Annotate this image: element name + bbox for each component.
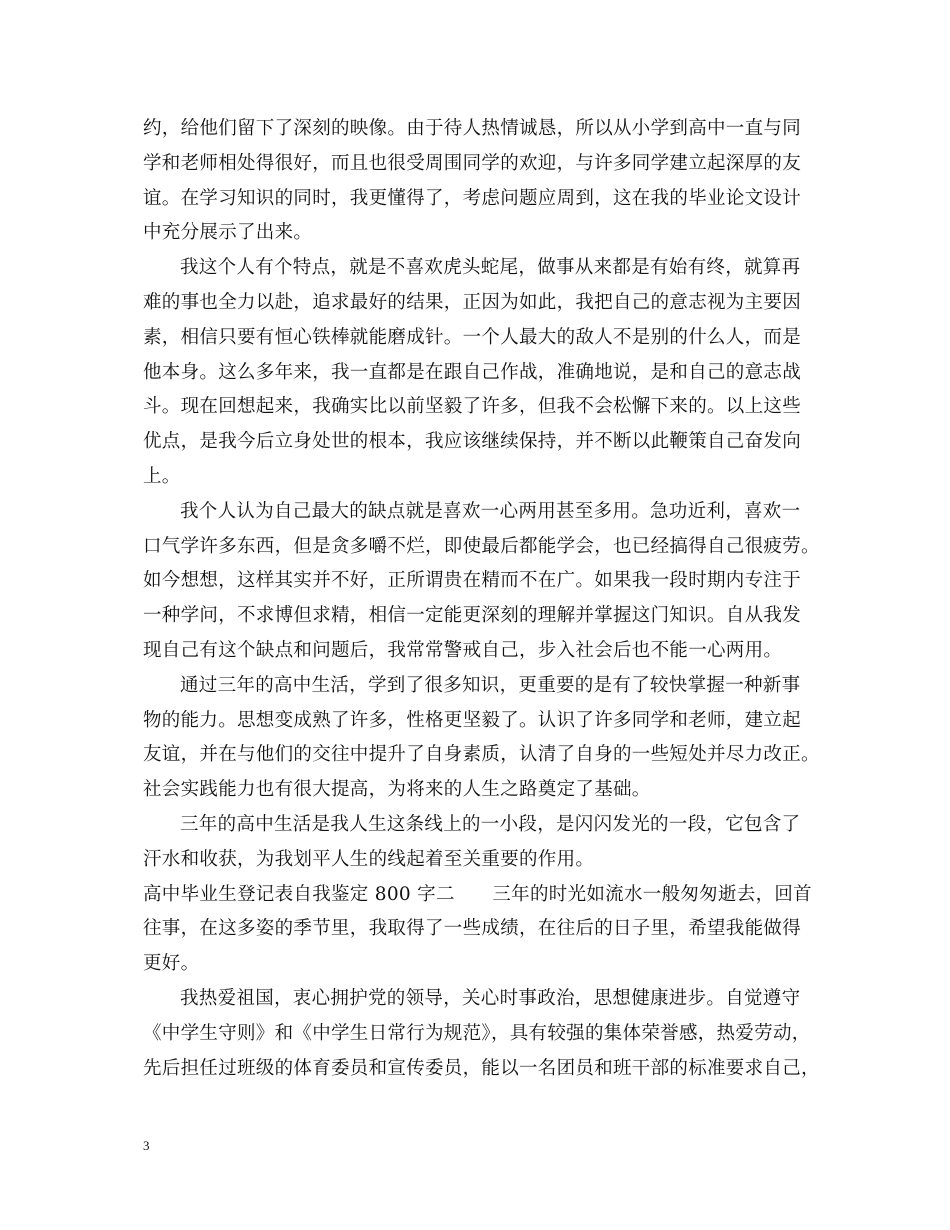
text-line: 社会实践能力也有很大提高，为将来的人生之路奠定了基础。 <box>143 779 651 801</box>
text-line: 《中学生守则》和《中学生日常行为规范》，具有较强的集体荣誉感，热爱劳动， <box>143 1022 811 1044</box>
text-line: 素，相信只要有恒心铁棒就能磨成针。一个人最大的敌人不是别的什么人，而是 <box>143 326 802 348</box>
text-line: 上。 <box>143 465 181 487</box>
text-line: 友谊，并在与他们的交往中提升了自身素质，认清了自身的一些短处并尽力改正。 <box>143 744 820 766</box>
text-line: 我个人认为自己最大的缺点就是喜欢一心两用甚至多用。急功近利，喜欢一 <box>180 500 801 522</box>
text-line: 物的能力。思想变成熟了许多，性格更坚毅了。认识了许多同学和老师，建立起 <box>143 709 802 731</box>
text-line: 三年的高中生活是我人生这条线上的一小段，是闪闪发光的一段，它包含了 <box>180 813 801 835</box>
text-line: 约，给他们留下了深刻的映像。由于待人热情诚恳，所以从小学到高中一直与同 <box>143 118 802 139</box>
text-line: 如今想想，这样其实并不好，正所谓贵在精而不在广。如果我一段时期内专注于 <box>143 570 802 592</box>
text-line: 他本身。这么多年来，我一直都是在跟自己作战，准确地说，是和自己的意志战 <box>143 361 802 383</box>
text-line: 中充分展示了出来。 <box>143 222 313 244</box>
text-line: 优点，是我今后立身处世的根本，我应该继续保持，并不断以此鞭策自己奋发向 <box>143 431 802 453</box>
text-line: 往事，在这多姿的季节里，我取得了一些成绩，在往后的日子里，希望我能做得 <box>143 918 802 940</box>
text-line: 口气学许多东西，但是贪多嚼不烂，即使最后都能学会，也已经搞得自己很疲劳。 <box>143 535 820 557</box>
text-line: 斗。现在回想起来，我确实比以前坚毅了许多，但我不会松懈下来的。以上这些 <box>143 396 802 418</box>
document-body <box>143 112 820 1086</box>
text-line: 更好。 <box>143 953 200 975</box>
text-line: 我这个人有个特点，就是不喜欢虎头蛇尾，做事从来都是有始有终，就算再 <box>180 257 801 279</box>
text-line: 通过三年的高中生活，学到了很多知识，更重要的是有了较快掌握一种新事 <box>180 674 801 696</box>
text-line: 谊。在学习知识的同时，我更懂得了，考虑问题应周到，这在我的毕业论文设计 <box>143 187 802 209</box>
text-line: 现自己有这个缺点和问题后，我常常警戒自己，步入社会后也不能一心两用。 <box>143 639 783 661</box>
text-line: 我热爱祖国，衷心拥护党的领导，关心时事政治，思想健康进步。自觉遵守 <box>180 987 801 1009</box>
text-line: 高中毕业生登记表自我鉴定 800 字二 三年的时光如流水一般匆匆逝去，回首 <box>143 883 812 905</box>
text-line: 难的事也全力以赴，追求最好的结果，正因为如此，我把自己的意志视为主要因 <box>143 291 802 313</box>
text-line: 学和老师相处得很好，而且也很受周围同学的欢迎，与许多同学建立起深厚的友 <box>143 152 802 174</box>
text-line: 汗水和收获，为我划平人生的线起着至关重要的作用。 <box>143 848 595 870</box>
page-number: 3 <box>143 1138 150 1153</box>
text-line: 先后担任过班级的体育委员和宣传委员，能以一名团员和班干部的标准要求自己， <box>143 1057 820 1079</box>
text-line: 一种学问，不求博但求精，相信一定能更深刻的理解并掌握这门知识。自从我发 <box>143 605 802 627</box>
